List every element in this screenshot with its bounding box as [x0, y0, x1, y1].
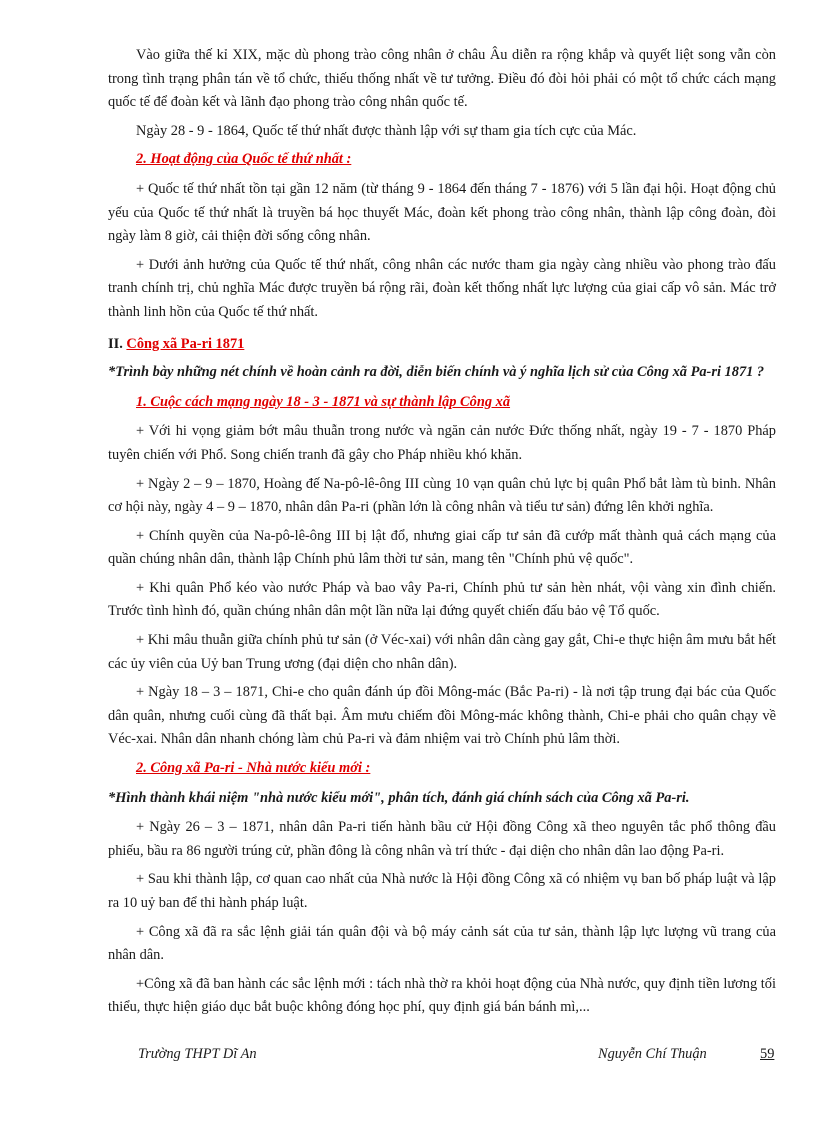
paragraph: + Khi mâu thuẫn giữa chính phủ tư sản (ở Véc-xai) với nhân dân càng gay gắt, Chi-e thực hiện âm mưu bắt hết các ủy viên của Uỷ ban Trung ương (đại diện cho nhân dân). [108, 632, 776, 672]
paragraph: Vào giữa thế kỉ XIX, mặc dù phong trào công nhân ở châu Âu diễn ra rộng khắp và quyết liệt song vẫn còn trong tình trạng phân tán về tổ chức, thiếu thống nhất về tư tưởng. Điều đó đòi hỏi phải có một tổ chức cách mạng quốc tế để đoàn kết và lãnh đạo phong trào công nhân quốc tế. [108, 47, 776, 111]
paragraph: + Công xã đã ra sắc lệnh giải tán quân đội và bộ máy cảnh sát của tư sản, thành lập lực lượng vũ trang của nhân dân. [108, 923, 776, 964]
paragraph: + Sau khi thành lập, cơ quan cao nhất của Nhà nước là Hội đồng Công xã có nhiệm vụ ban bố pháp luật và lập ra 10 uỷ ban để thi hành pháp luật. [108, 871, 776, 911]
question: *Hình thành khái niệm "nhà nước kiểu mới", phân tích, đánh giá chính sách của Công xã Pa-ri. [108, 789, 690, 806]
heading-revolution-18-3-1871: 1. Cuộc cách mạng ngày 18 - 3 - 1871 và sự thành lập Công xã [136, 393, 511, 410]
paragraph: Ngày 28 - 9 - 1864, Quốc tế thứ nhất được thành lập với sự tham gia tích cực của Mác. [136, 122, 637, 139]
paragraph: + Dưới ảnh hưởng của Quốc tế thứ nhất, công nhân các nước tham gia ngày càng nhiều vào phong trào đấu tranh chính trị, chủ nghĩa Mác được truyền bá rộng rãi, đoàn kết thống nhất lực lượng của giai cấp vô sản. Mác trở thành linh hồn của Quốc tế thứ nhất. [108, 256, 776, 320]
page-body [108, 44, 776, 1025]
paragraph: + Khi quân Phổ kéo vào nước Pháp và bao vây Pa-ri, Chính phủ tư sản hèn nhát, vội vàng xin đình chiến. Trước tình hình đó, quần chúng nhân dân một lần nữa lại đứng quyết chiến đấu bảo vệ Tổ quốc. [108, 579, 776, 620]
footer-author: Nguyễn Chí Thuận [598, 1046, 707, 1062]
footer-school: Trường THPT Dĩ An [138, 1046, 257, 1062]
paragraph: + Ngày 2 – 9 – 1870, Hoàng đế Na-pô-lê-ông III cùng 10 vạn quân chủ lực bị quân Phổ bắt làm tù binh. Nhân cơ hội này, ngày 4 – 9 – 1870, nhân dân Pa-ri (phần lớn là công nhân và tiểu tư sản) đứng lên khởi nghĩa. [108, 475, 776, 516]
paragraph: +Công xã đã ban hành các sắc lệnh mới : tách nhà thờ ra khỏi hoạt động của Nhà nước, quy định tiền lương tối thiểu, thực hiện giáo dục bắt buộc không đóng học phí, quy định giá bán bánh mì,... [108, 975, 776, 1016]
section-heading-II [108, 333, 776, 357]
page-footer [108, 1046, 776, 1070]
paragraph: + Ngày 26 – 3 – 1871, nhân dân Pa-ri tiến hành bầu cử Hội đồng Công xã theo nguyên tắc phổ thông đầu phiếu, bầu ra 86 người trúng cử, phần đông là công nhân và trí thức - đại diện cho nhân dân lao động Pa-ri. [108, 819, 776, 859]
paragraph: + Quốc tế thứ nhất tồn tại gần 12 năm (từ tháng 9 - 1864 đến tháng 7 - 1876) với 5 lần đại hội. Hoạt động chủ yếu của Quốc tế thứ nhất là truyền bá học thuyết Mác, đoàn kết phong trào công nhân, thành lập công đoàn, đòi ngày làm 8 giờ, cải thiện đời sống công nhân. [108, 180, 776, 245]
section-number: II. [108, 335, 123, 352]
paragraph: + Ngày 18 – 3 – 1871, Chi-e cho quân đánh úp đồi Mông-mác (Bắc Pa-ri) - là nơi tập trung đại bác của Quốc dân quân, nhưng cuối cùng đã thất bại. Âm mưu chiếm đồi Mông-mác không thành, Chi-e phải cho quân chạy về Véc-xai. Nhân dân nhanh chóng làm chủ Pa-ri và đảm nhiệm vai trò Chính phủ lâm thời. [108, 684, 776, 748]
heading-activities-first-international: 2. Hoạt động của Quốc tế thứ nhất : [136, 151, 352, 168]
heading-paris-commune-new-state: 2. Công xã Pa-ri - Nhà nước kiểu mới : [136, 760, 371, 777]
paragraph: + Chính quyền của Na-pô-lê-ông III bị lật đổ, nhưng giai cấp tư sản đã cướp mất thành quả cách mạng của quần chúng nhân dân, thành lập Chính phủ lâm thời tư sản, mang tên "Chính phủ vệ quốc". [108, 527, 776, 568]
page-number: 59 [760, 1046, 775, 1062]
question: *Trình bày những nét chính về hoàn cảnh ra đời, diễn biến chính và ý nghĩa lịch sử của Công xã Pa-ri 1871 ? [108, 364, 765, 381]
section-title: Công xã Pa-ri 1871 [126, 335, 245, 352]
paragraph: + Với hi vọng giảm bớt mâu thuẫn trong nước và ngăn cản nước Đức thống nhất, ngày 19 - 7 - 1870 Pháp tuyên chiến với Phổ. Song chiến tranh đã gây cho Pháp nhiều khó khăn. [108, 423, 776, 463]
